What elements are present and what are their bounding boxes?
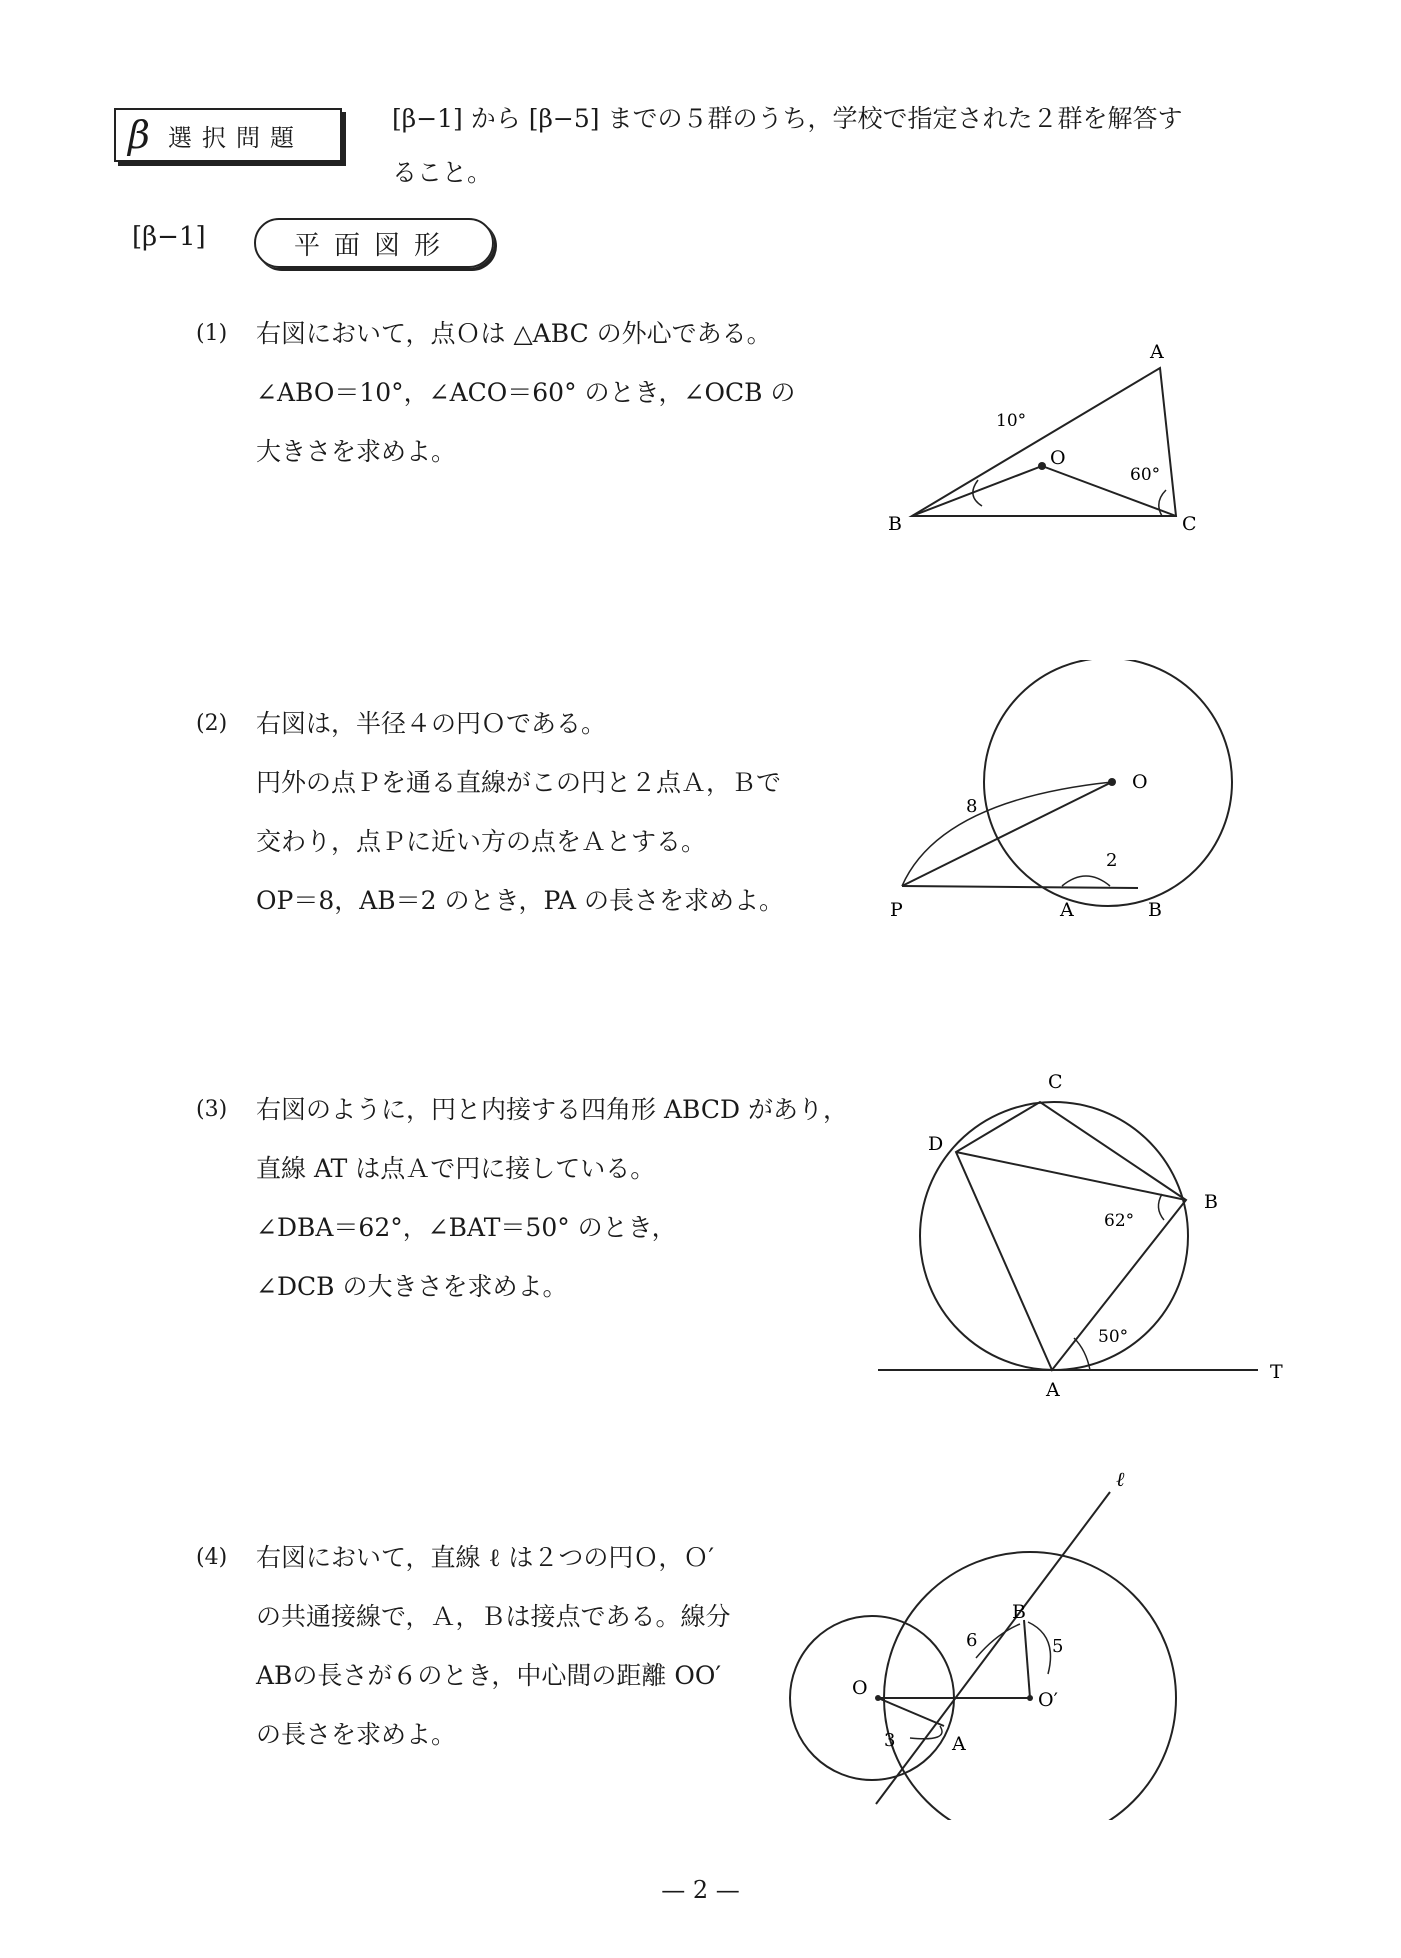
problem-number: (2) xyxy=(196,711,228,736)
angle-c: 60° xyxy=(1130,465,1161,485)
problem-line: 右図のように，円と内接する四角形 ABCD があり， xyxy=(256,1095,848,1124)
problem-line: の長さを求めよ。 xyxy=(256,1720,457,1749)
section-label: [β−1] xyxy=(132,222,206,252)
figure-3-inscribed-quad xyxy=(870,1060,1300,1400)
figure-4-two-circles xyxy=(780,1470,1260,1820)
page-number: — 2 — xyxy=(661,1876,740,1904)
beta-symbol: β xyxy=(128,113,150,157)
problem-line: ABの長さが６のとき，中心間の距離 OO′ xyxy=(256,1661,722,1690)
label-p: P xyxy=(890,899,903,921)
label-a: A xyxy=(1060,899,1074,921)
label-a: A xyxy=(952,1733,966,1755)
instruction-line-2: ること。 xyxy=(392,158,493,187)
angle-b: 10° xyxy=(996,411,1027,431)
angle-bat: 50° xyxy=(1098,1327,1129,1347)
problem-number: (3) xyxy=(196,1097,228,1122)
label-o: O xyxy=(852,1677,868,1699)
instruction-line-1: [β−1] から [β−5] までの５群のうち，学校で指定された２群を解答す xyxy=(392,104,1183,133)
label-d: D xyxy=(928,1133,944,1155)
length-ab: 2 xyxy=(1106,850,1118,871)
label-o: O xyxy=(1050,447,1066,469)
problem-line: 右図は，半径４の円Ｏである。 xyxy=(256,709,607,738)
problem-number: (4) xyxy=(196,1545,228,1570)
label-o-prime: O′ xyxy=(1038,1689,1058,1711)
instructions xyxy=(392,92,1292,200)
problem-line: 右図において，直線 ℓ は２つの円Ｏ，Ｏ′ xyxy=(256,1543,715,1572)
figure-1-triangle xyxy=(870,330,1210,550)
problem-line: ∠DBA＝62°，∠BAT＝50° のとき， xyxy=(256,1213,677,1242)
selection-label: 選択問題 xyxy=(167,123,304,152)
problem-line: ∠ABO＝10°，∠ACO＝60° のとき，∠OCB の xyxy=(256,378,796,407)
label-c: C xyxy=(1048,1071,1063,1093)
label-t: T xyxy=(1270,1361,1283,1383)
label-c: C xyxy=(1182,513,1197,535)
problem-line: 円外の点Ｐを通る直線がこの円と２点Ａ，Ｂで xyxy=(256,768,782,797)
label-ell: ℓ xyxy=(1116,1470,1125,1491)
length-op: 8 xyxy=(966,796,978,817)
problem-line: 直線 AT は点Ａで円に接している。 xyxy=(256,1154,656,1183)
problem-line: の共通接線で，Ａ，Ｂは接点である。線分 xyxy=(256,1602,731,1631)
problem-number: (1) xyxy=(196,321,228,346)
problem-line: ∠DCB の大きさを求めよ。 xyxy=(256,1272,568,1301)
label-a: A xyxy=(1150,341,1164,363)
problem-line: 右図において，点Ｏは △ABC の外心である。 xyxy=(256,319,772,348)
problem-line: 大きさを求めよ。 xyxy=(256,437,457,466)
radius-o-prime: 5 xyxy=(1052,1636,1064,1657)
problem-line: 交わり，点Ｐに近い方の点をＡとする。 xyxy=(256,827,707,856)
problem-line: OP＝8，AB＝2 のとき，PA の長さを求めよ。 xyxy=(256,886,785,915)
label-o: O xyxy=(1132,771,1148,793)
label-b: B xyxy=(1148,899,1162,921)
label-a: A xyxy=(1046,1379,1060,1400)
label-b: B xyxy=(1012,1601,1026,1623)
section-title: 平面図形 xyxy=(254,218,494,268)
length-ab: 6 xyxy=(966,1630,978,1651)
figure-2-circle xyxy=(860,660,1240,930)
selection-box xyxy=(114,108,342,162)
label-b: B xyxy=(888,513,902,535)
label-b: B xyxy=(1204,1191,1218,1213)
angle-dba: 62° xyxy=(1104,1211,1135,1231)
radius-o: 3 xyxy=(884,1730,896,1751)
